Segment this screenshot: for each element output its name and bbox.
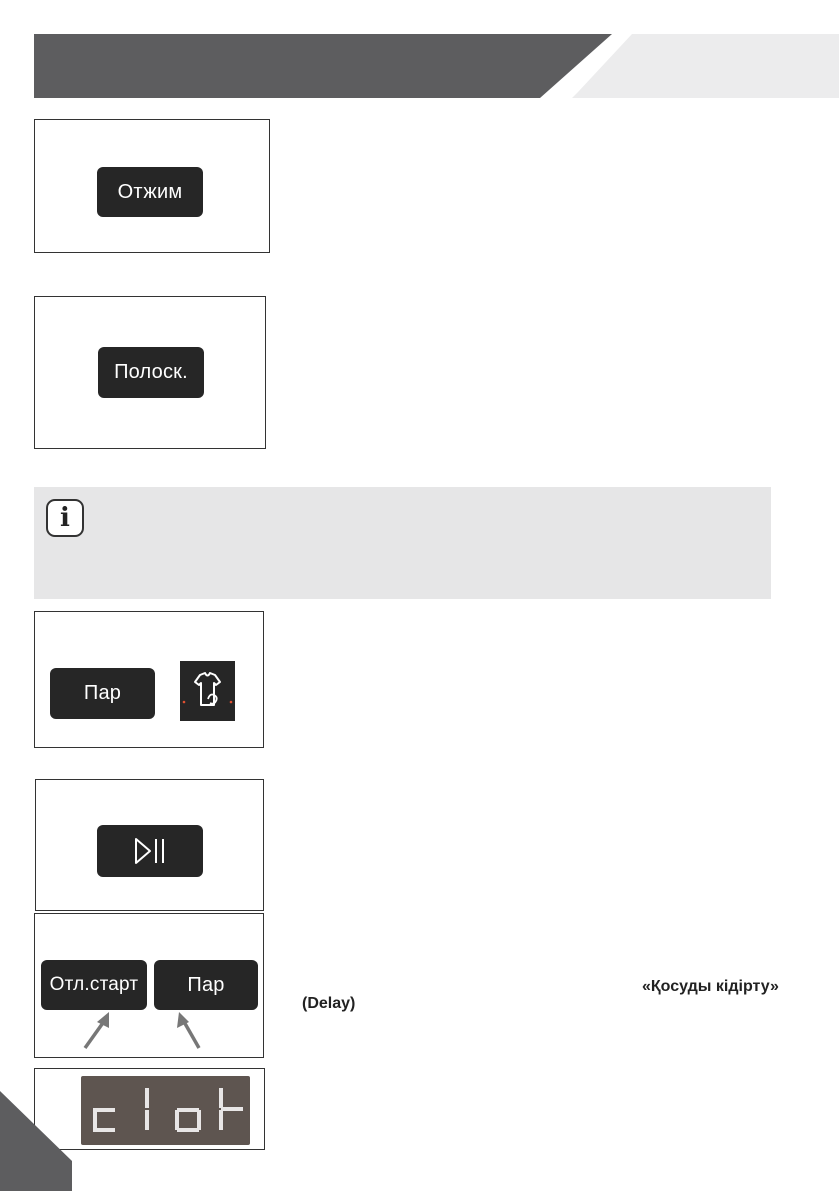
spin-button[interactable]: Отжим bbox=[97, 167, 203, 217]
page-corner-marker bbox=[0, 1091, 80, 1191]
steam-button-secondary[interactable]: Пар bbox=[154, 960, 258, 1010]
steam-panel bbox=[34, 611, 264, 748]
rinse-panel bbox=[34, 296, 266, 449]
steam-button[interactable]: Пар bbox=[50, 668, 155, 719]
delay-combo-panel bbox=[34, 913, 264, 1058]
arrow-icon-right bbox=[171, 1010, 211, 1052]
segment-display bbox=[81, 1076, 250, 1145]
header-light-tab bbox=[572, 34, 839, 98]
info-note-box bbox=[34, 487, 771, 599]
header-dark-bar bbox=[34, 34, 612, 98]
delay-note-line1: «Қосуды кідірту» bbox=[642, 978, 779, 995]
info-icon: i bbox=[46, 499, 84, 537]
rinse-button[interactable]: Полоск. bbox=[98, 347, 204, 398]
start-pause-panel bbox=[35, 779, 264, 911]
start-pause-button[interactable] bbox=[97, 825, 203, 877]
delay-start-button[interactable]: Отл.старт bbox=[41, 960, 147, 1010]
steam-shirt-icon[interactable] bbox=[180, 661, 235, 721]
delay-note-line2: (Delay) bbox=[302, 995, 356, 1012]
header-banner bbox=[0, 0, 839, 100]
play-pause-icon bbox=[130, 836, 170, 866]
segment-display-text bbox=[81, 1076, 250, 1145]
arrow-icon-left bbox=[79, 1010, 119, 1052]
spin-panel bbox=[34, 119, 270, 253]
